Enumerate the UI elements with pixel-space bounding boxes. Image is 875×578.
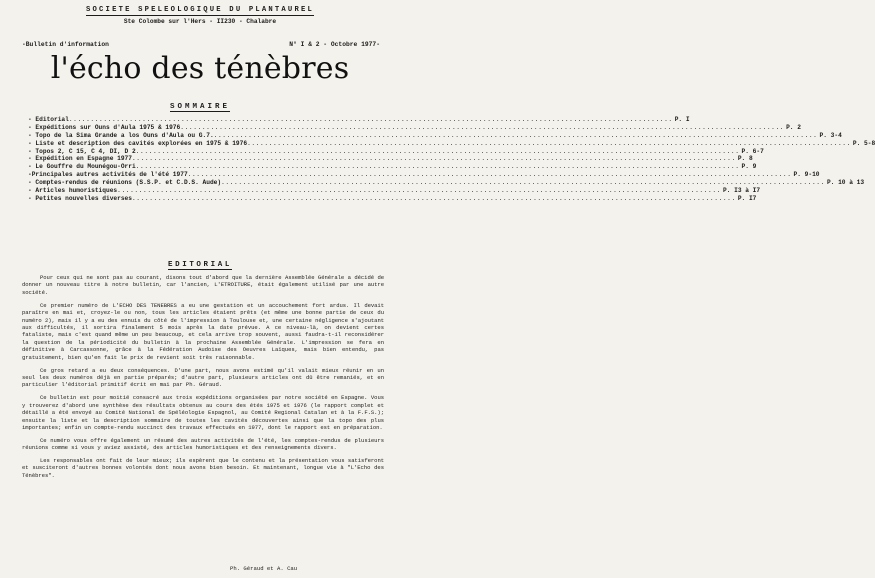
toc-entry xyxy=(28,155,753,163)
editorial-paragraph: Ce numéro vous offre également un résumé des autres activités de l'été, les comptes-rendus de plusieurs réunions comme si vous y aviez assisté, des articles humoristiques et des renseignements divers. xyxy=(22,436,384,452)
toc-entry-title: - Liste et description des cavités explorées en 1975 & 1976 xyxy=(28,139,248,147)
toc-entry-title: - Le Gouffre du Mounégou-Orri xyxy=(28,163,136,171)
editorial-paragraph: Ce premier numéro de L'ECHO DES TENEBRES a eu une gestation et un accouchement fort ardus. Il devait paraître en mai et, croyez-le ou non, tous les articles étaient prêts (et même une bonne partie de ceux du numéro 2), mais il y a eu des ennuis du côté de l'impression à Toulouse et, une certaine négligence s'ajoutant aux difficultés, il sortira finalement 5 mois après la date prévue. A ce niveau-là, on devient certes fataliste, mais c'est quand même un peu beaucoup, et cela arrive trop souvent, aussi faudra-t-il reconsidérer la question de la périodicité du bulletin à la prochaine Assemblée Générale. L'impression se fera en définitive à Carcassonne, grâce à la Fédération Audoise des Oeuvres Laïques, mais bien entendu, pas gratuitement, bien qu'en fait le prix de revient soit très raisonnable. xyxy=(22,301,384,361)
toc-entry-title: - Articles humoristiques xyxy=(28,187,118,195)
toc-entry-page: P. 5-8 xyxy=(852,139,875,147)
masthead-title: l'écho des ténèbres xyxy=(50,51,350,86)
toc-dot-leader: ............................................................................................................................................ xyxy=(213,131,818,139)
toc-dot-leader: ............................................................................................................................................ xyxy=(247,139,851,147)
toc-entry-page: P. 10 à 13 xyxy=(826,179,865,187)
toc-entry-title: - Expéditions sur Ouns d'Aula 1975 & 1976 xyxy=(28,123,181,131)
toc-entry xyxy=(28,116,690,124)
society-name: SOCIETE SPELEOLOGIQUE DU PLANTAUREL xyxy=(86,6,314,14)
toc-entry-page: P. I3 à I7 xyxy=(722,187,761,195)
toc-entry xyxy=(28,171,820,179)
toc-dot-leader: ............................................................................................................................................ xyxy=(117,187,721,195)
toc-entry xyxy=(28,187,761,195)
bulletin-label: -Bulletin d'information xyxy=(22,41,109,48)
toc-entry-page: P. 8 xyxy=(737,155,753,163)
toc-entry xyxy=(28,131,842,140)
toc-entry xyxy=(28,147,764,156)
editorial-paragraph: Ce gros retard a eu deux conséquences. D'une part, nous avons estimé qu'il valait mieux réunir en un seul les deux numéros déjà en partie préparés; d'autre part, plusieurs articles ont dû être remaniés, et en particulier l'éditorial primitif écrit en mai par Ph. Géraud. xyxy=(22,366,384,389)
toc-entry-page: P. 6-7 xyxy=(741,147,764,155)
toc-dot-leader: ............................................................................................................................................ xyxy=(187,171,792,179)
editorial-signature: Ph. Géraud et A. Cau xyxy=(230,565,298,572)
toc-dot-leader: ............................................................................................................................................ xyxy=(221,179,825,187)
editorial-paragraph: Pour ceux qui ne sont pas au courant, disons tout d'abord que la dernière Assemblée Générale a décidé de donner un nouveau titre à notre bulletin, car l'ancien, L'ETROITURE, était également utilisé par une autre société. xyxy=(22,274,384,296)
editorial-body xyxy=(22,274,384,485)
toc-dot-leader: ............................................................................................................................................ xyxy=(180,123,785,131)
toc-entry xyxy=(28,179,865,187)
toc-entry-page: P. 3-4 xyxy=(819,131,842,139)
editorial-paragraph: Ce bulletin est pour moitié consacré aux trois expéditions organisées par notre société en Espagne. Vous y trouverez d'abord une synthèse des résultats obtenus au cours des étés 1975 et 1976 (le rapport complet et détaillé a été envoyé au Comité National de Spéléologie Espagnol, au Comité Regional Catalan et à la F.F.S.); ensuite la liste et la description sommaire de toutes les cavités découvertes ainsi que la topo des plus importantes; enfin un compte-rendu succinct des travaux effectués en 1977, dont le rapport est en préparation. xyxy=(22,394,384,432)
society-address: Ste Colombe sur l'Hers - II230 - Chalabre xyxy=(123,18,277,25)
summary-heading: SOMMAIRE xyxy=(169,103,230,111)
toc-entry xyxy=(28,123,801,132)
toc-dot-leader: ............................................................................................................................................ xyxy=(131,194,736,202)
toc-entry-title: - Expédition en Espagne 1977 xyxy=(28,155,132,163)
toc-entry-title: - Comptes-rendus de réunions (S.S.P. et C.D.S. Aude) xyxy=(28,179,222,187)
toc-entry-page: P. I7 xyxy=(737,194,757,202)
toc-entry-page: P. I xyxy=(674,116,690,123)
toc-entry-title: - Petites nouvelles diverses xyxy=(28,194,132,202)
issue-number: N° I & 2 - Octobre 1977- xyxy=(289,41,380,48)
editorial-heading: EDITORIAL xyxy=(168,261,232,269)
toc-dot-leader: ............................................................................................................................................ xyxy=(135,147,740,155)
toc-dot-leader: ............................................................................................................................................ xyxy=(135,163,740,171)
toc-entry-page: P. 9-10 xyxy=(793,171,820,179)
toc-entry xyxy=(28,139,875,148)
toc-entry xyxy=(28,163,757,171)
toc-entry-page: P. 9 xyxy=(741,163,757,171)
toc-dot-leader: ............................................................................................................................................ xyxy=(131,155,736,163)
toc-entry-title: - Topos 2, C 15, C 4, DI, D 2 xyxy=(28,147,136,155)
toc-entry-title: - Topo de la Sima Grande a los Ouns d'Aula ou G.7. xyxy=(28,131,214,139)
toc-entry xyxy=(28,194,757,203)
editorial-paragraph: Les responsables ont fait de leur mieux; ils espèrent que le contenu et la présentation vous satisferont et susciteront d'autres bonnes volontés dont nous avons bien besoin. Et maintenant, longue vie à "L'Echo des Ténèbres". xyxy=(22,457,384,479)
toc-entry-page: P. 2 xyxy=(786,123,801,131)
toc-dot-leader: ............................................................................................................................................ xyxy=(68,116,673,123)
toc-entry-title: - Editorial xyxy=(28,116,69,123)
toc-entry-title: -Principales autres activités de l'été 1977 xyxy=(28,171,188,179)
table-of-contents xyxy=(28,116,875,203)
